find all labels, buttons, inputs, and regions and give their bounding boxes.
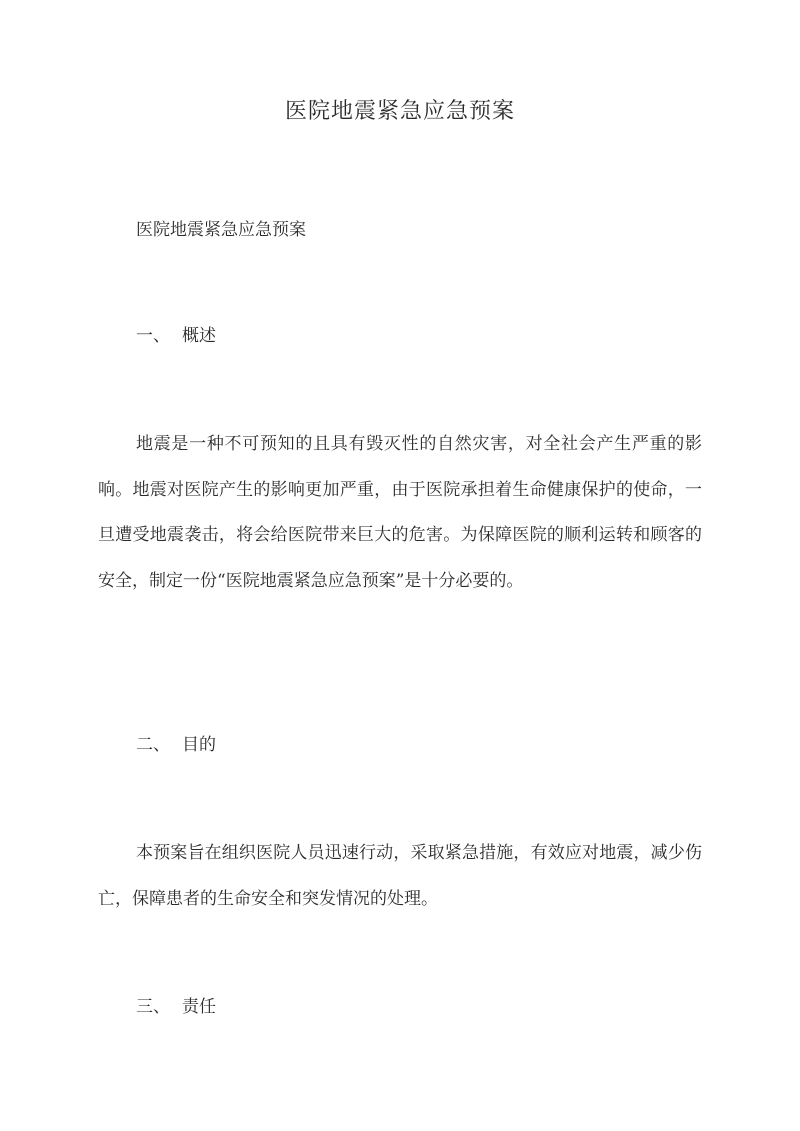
document-subtitle: 医院地震紧急应急预案 bbox=[136, 220, 306, 240]
section-paragraph-purpose: 本预案旨在组织医院人员迅速行动，采取紧急措施，有效应对地震，减少伤亡，保障患者的生命安全和突发情况的处理。 bbox=[98, 843, 702, 909]
section-heading-overview bbox=[136, 323, 216, 349]
section-number: 二、 bbox=[136, 735, 170, 755]
section-number: 一、 bbox=[136, 326, 170, 346]
section-paragraph-overview: 地震是一种不可预知的且具有毁灭性的自然灾害，对全社会产生严重的影响。地震对医院产生的影响更加严重，由于医院承担着生命健康保护的使命，一旦遭受地震袭击，将会给医院带来巨大的危害。为保障医院的顺利运转和顾客的安全，制定一份“医院地震紧急应急预案”是十分必要的。 bbox=[98, 434, 702, 591]
section-heading-purpose bbox=[136, 732, 216, 758]
section-title: 目的 bbox=[182, 735, 216, 755]
section-title: 责任 bbox=[182, 997, 216, 1017]
section-number: 三、 bbox=[136, 997, 170, 1017]
section-heading-responsibility bbox=[136, 994, 216, 1020]
section-title: 概述 bbox=[182, 326, 216, 346]
document-title: 医院地震紧急应急预案 bbox=[284, 99, 515, 124]
